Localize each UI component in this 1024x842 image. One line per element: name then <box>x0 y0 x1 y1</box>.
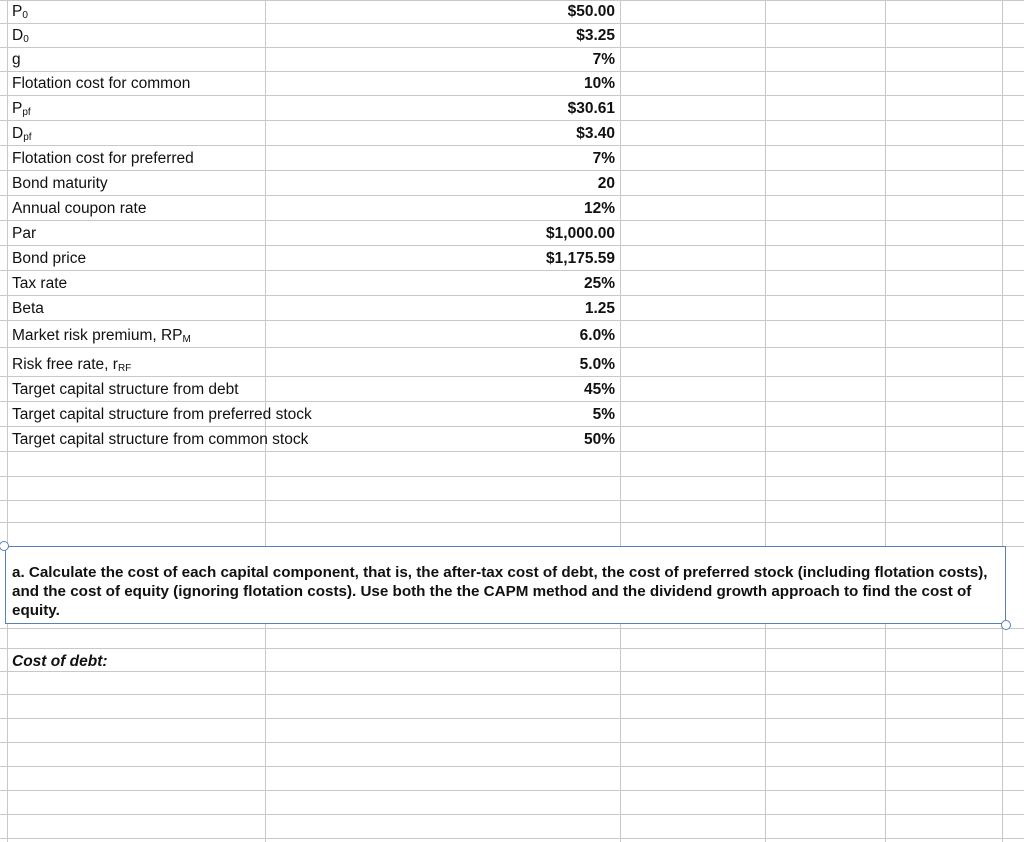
row-label-text: Tax rate <box>12 275 68 292</box>
textbox-handle-bottom-right[interactable] <box>1001 620 1011 630</box>
row-label[interactable] <box>12 27 29 45</box>
row-value[interactable]: 25% <box>583 275 615 292</box>
row-label[interactable] <box>12 431 308 449</box>
row-value[interactable]: $1,000.00 <box>546 225 615 242</box>
row-value[interactable]: 45% <box>583 381 615 398</box>
row-label-text: Target capital structure from common stock <box>12 431 309 448</box>
row-label[interactable] <box>12 150 194 168</box>
row-label[interactable] <box>12 51 21 69</box>
row-label-subscript: pf <box>23 132 32 143</box>
row-label-subscript: pf <box>22 107 31 118</box>
row-label[interactable] <box>12 175 108 193</box>
row-value[interactable]: $3.40 <box>576 125 615 142</box>
row-value[interactable]: $1,175.59 <box>546 250 615 267</box>
row-label-text: D <box>12 27 24 44</box>
row-label-text: Flotation cost for preferred <box>12 150 194 167</box>
row-value[interactable]: 7% <box>592 150 615 167</box>
row-value[interactable]: $30.61 <box>567 100 615 117</box>
row-label-text: g <box>12 51 21 68</box>
row-label-subscript: M <box>182 334 191 345</box>
row-label-text: P <box>12 3 23 20</box>
row-label-text: Beta <box>12 300 44 317</box>
row-value[interactable]: $3.25 <box>576 27 615 44</box>
row-label-subscript: 0 <box>22 10 28 21</box>
question-text: a. Calculate the cost of each capital component, that is, the after-tax cost of debt, the cost of preferred stock (including flotation costs), and the cost of equity (ignoring flotation costs). Use both the the CAPM method and the dividend growth approach to find the cost of equity. <box>12 564 988 619</box>
row-label-text: Target capital structure from debt <box>12 381 239 398</box>
row-label-subscript: 0 <box>23 34 29 45</box>
row-value[interactable]: 12% <box>583 200 615 217</box>
row-label[interactable] <box>12 3 28 21</box>
row-label-text: Target capital structure from preferred stock <box>12 406 312 423</box>
row-value[interactable]: 6.0% <box>579 327 615 344</box>
row-label[interactable] <box>12 225 36 243</box>
row-label-text: P <box>12 100 23 117</box>
row-value[interactable]: 1.25 <box>584 300 615 317</box>
row-value[interactable]: 5.0% <box>579 356 615 373</box>
row-label[interactable] <box>12 200 146 218</box>
row-value[interactable]: 5% <box>592 406 615 423</box>
row-value[interactable]: 20 <box>597 175 615 192</box>
row-label-subscript: RF <box>117 363 132 374</box>
question-textbox[interactable] <box>5 546 1006 624</box>
row-label-text: Par <box>12 225 37 242</box>
row-label-text: Bond maturity <box>12 175 108 192</box>
cost-of-debt-heading: Cost of debt: <box>12 653 108 670</box>
row-label-text: Annual coupon rate <box>12 200 147 217</box>
row-label[interactable] <box>12 125 32 143</box>
row-label[interactable] <box>12 275 67 293</box>
row-label[interactable] <box>12 406 312 424</box>
row-label-text: Market risk premium, RP <box>12 327 183 344</box>
row-label-text: Bond price <box>12 250 87 267</box>
row-label[interactable] <box>12 356 131 374</box>
row-value[interactable]: 7% <box>592 51 615 68</box>
row-label-text: Flotation cost for common <box>12 75 191 92</box>
row-label[interactable] <box>12 100 31 118</box>
row-label[interactable] <box>12 327 191 345</box>
row-value[interactable]: $50.00 <box>567 3 615 20</box>
row-value[interactable]: 10% <box>583 75 615 92</box>
row-label[interactable] <box>12 75 190 93</box>
row-label[interactable] <box>12 381 239 399</box>
row-label-text: D <box>12 125 24 142</box>
row-value[interactable]: 50% <box>583 431 615 448</box>
row-label[interactable] <box>12 250 86 268</box>
row-label[interactable] <box>12 300 44 318</box>
row-label-text: Risk free rate, r <box>12 356 118 373</box>
